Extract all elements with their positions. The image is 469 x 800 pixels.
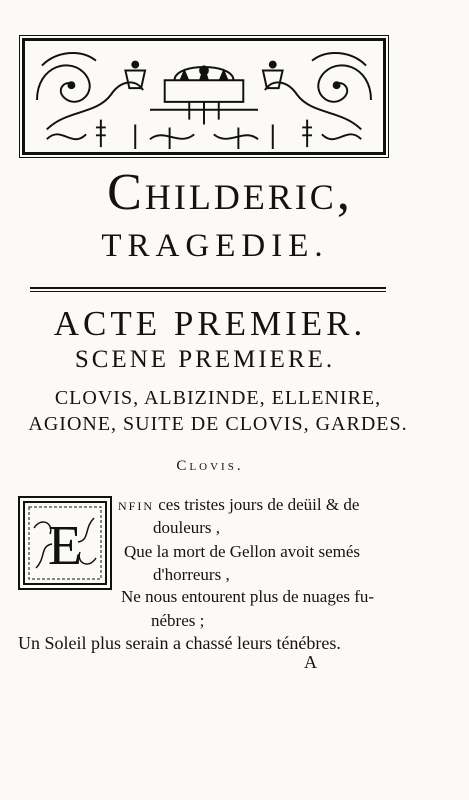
cast-list-line-2: AGIONE, SUITE DE CLOVIS, GARDES. (28, 413, 408, 435)
divider-rule (30, 287, 386, 289)
verse-line-2: douleurs , (153, 518, 221, 537)
verse-line-3: Que la mort de Gellon avoit semés (124, 542, 361, 561)
verse-line-1 (118, 495, 359, 515)
act-heading: ACTE PREMIER. (53, 304, 367, 343)
divider-rule-thin (30, 291, 386, 292)
speaker-name: Clovis. (176, 458, 244, 474)
verse-line-7: Un Soleil plus serain a chassé leurs ténébres. (18, 633, 341, 653)
verse-line-6: nébres ; (151, 611, 205, 630)
verse-line-5: Ne nous entourent plus de nuages fu- (121, 587, 375, 606)
catchword-signature: A (304, 652, 317, 672)
decorated-initial (18, 496, 112, 590)
verse-line-4: d'horreurs , (153, 565, 230, 584)
initial-letter-ornament (20, 498, 110, 588)
headpiece-engraving (25, 41, 383, 152)
play-subtitle: TRAGEDIE. (101, 228, 329, 264)
ornamental-headpiece (22, 38, 386, 155)
cast-list-line-1: CLOVIS, ALBIZINDE, ELLENIRE, (54, 387, 382, 409)
play-title: Childeric, (107, 164, 353, 221)
verse-first-word: nfin (118, 495, 155, 514)
scene-heading: SCENE PREMIERE. (74, 346, 336, 373)
verse-line-1-rest: ces tristes jours de deüil & de (154, 495, 360, 514)
initial-letter: E (47, 515, 83, 577)
